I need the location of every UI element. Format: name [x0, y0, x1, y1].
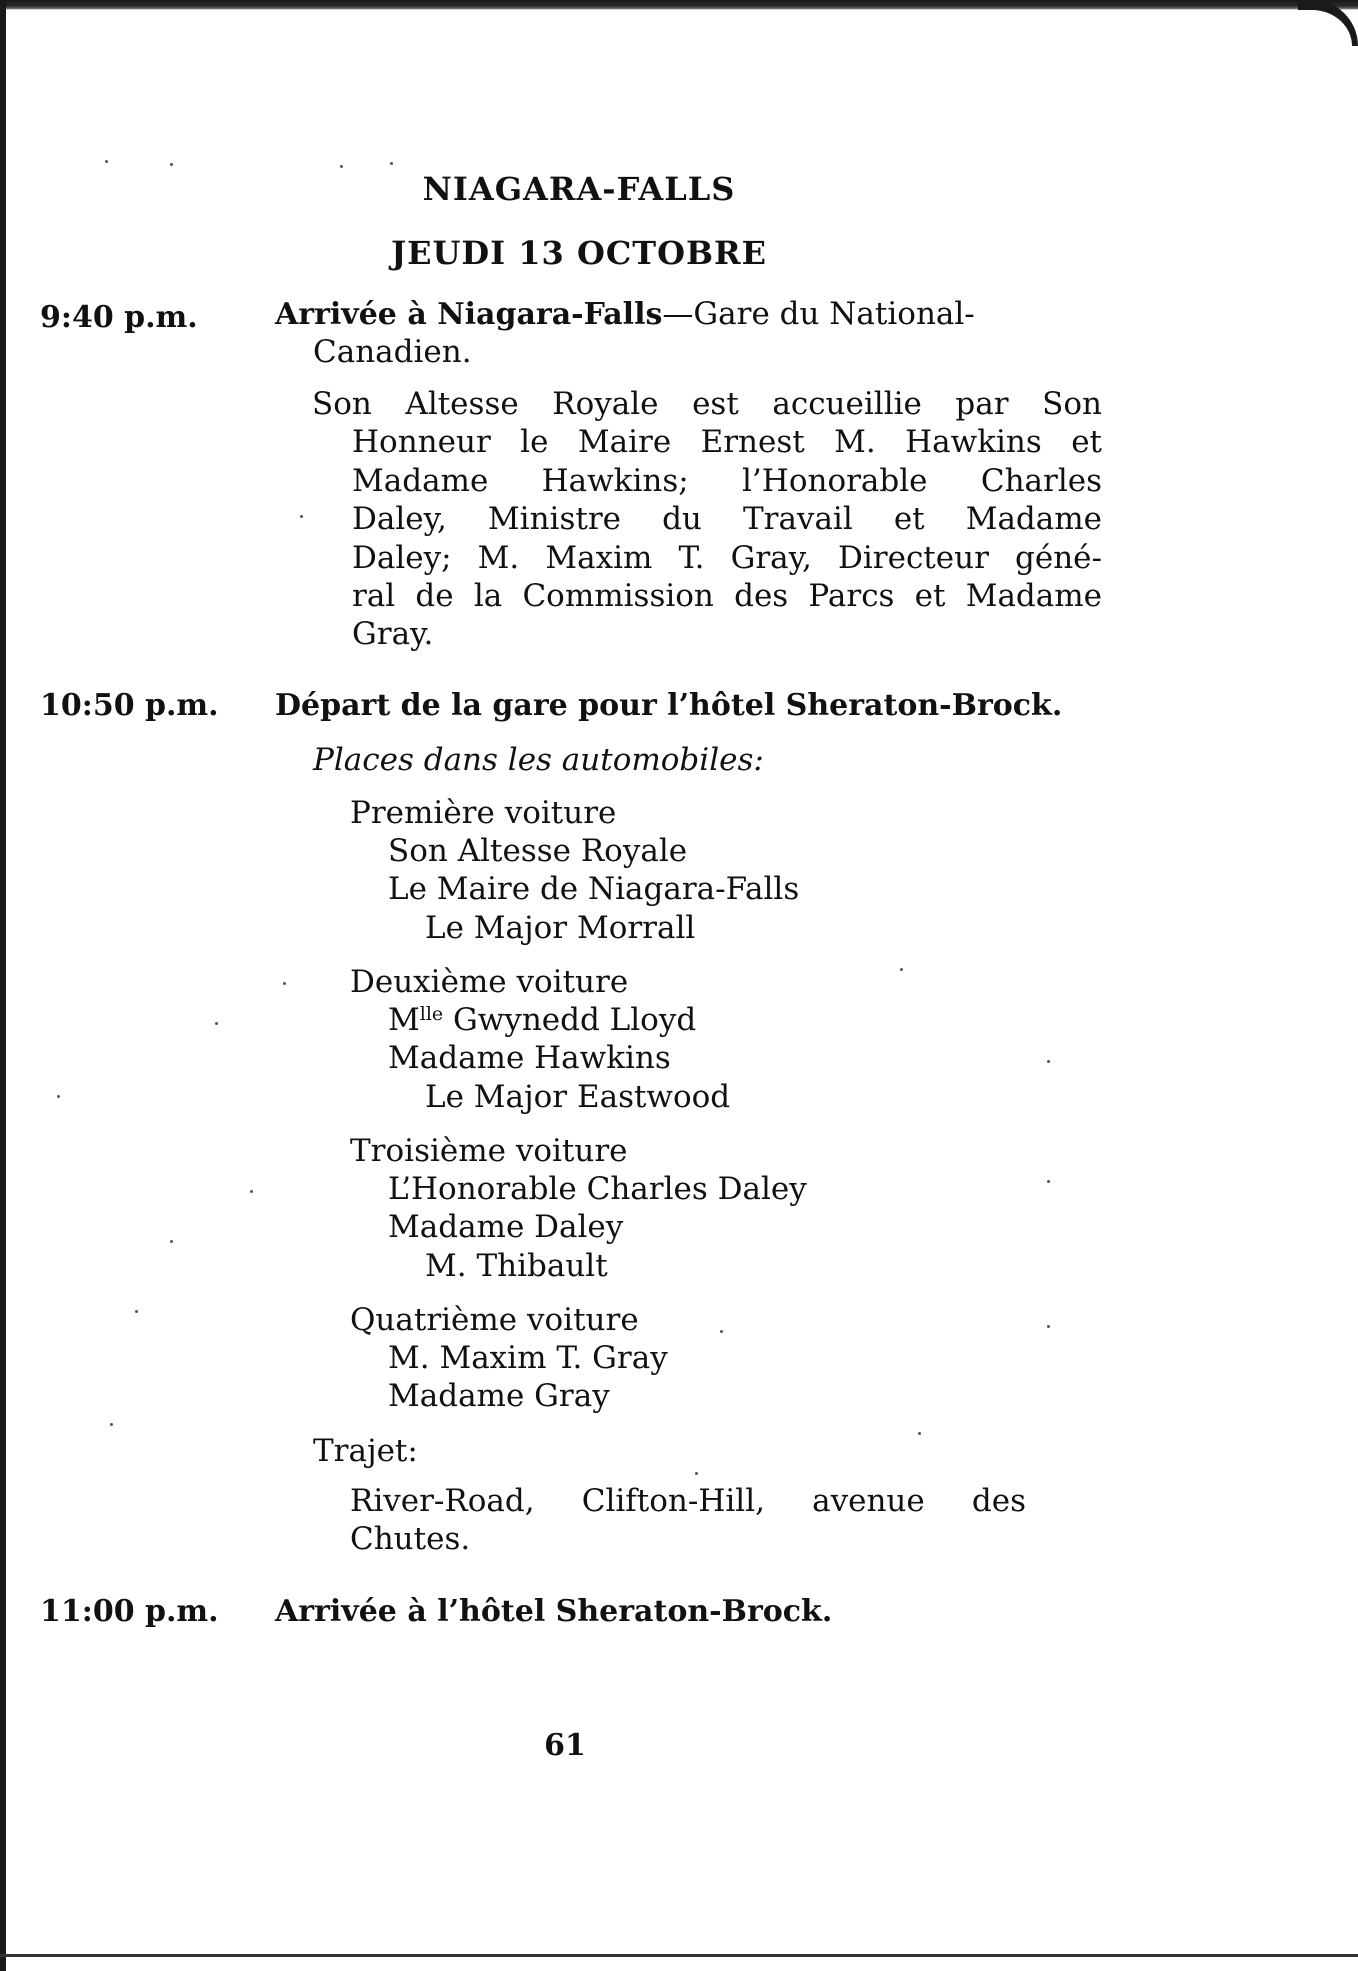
scan-speck [720, 1330, 723, 1333]
entry-paragraph-line: Gray. [352, 616, 434, 652]
car-occupant: Madame Hawkins [388, 1040, 671, 1076]
place-heading: NIAGARA-FALLS [422, 170, 736, 208]
car-label: Deuxième voiture [350, 964, 629, 1000]
entry-time: 11:00 p.m. [40, 1594, 219, 1629]
scan-speck [1047, 1180, 1050, 1183]
scan-speck [250, 1190, 253, 1193]
scan-speck [105, 160, 108, 163]
car-aide: Le Major Eastwood [425, 1079, 731, 1115]
car-occupant: Son Altesse Royale [388, 833, 688, 869]
places-label: Places dans les automobiles: [313, 742, 764, 778]
scan-speck [900, 968, 903, 971]
scan-speck [215, 1022, 218, 1025]
scan-speck [390, 162, 393, 165]
scan-speck [283, 982, 286, 985]
car-occupant: $M^{lle}$ Gwynedd Lloyd [388, 1002, 697, 1038]
scan-speck [300, 515, 303, 518]
car-occupant: Madame Gray [388, 1378, 610, 1414]
scan-speck [1047, 1060, 1050, 1063]
entry-paragraph-line: Son Altesse Royale est accueillie par Son [312, 386, 1102, 422]
scan-speck [170, 163, 173, 166]
car-aide: M. Thibault [425, 1248, 608, 1284]
entry-title-bold: Arrivée à Niagara-Falls—Gare du National- [275, 296, 975, 332]
car-label: Première voiture [350, 795, 617, 831]
page-number: 61 [544, 1728, 586, 1763]
scan-speck [170, 1240, 173, 1243]
entry-title [275, 296, 1105, 332]
scan-speck [340, 165, 343, 168]
car-occupant: Le Maire de Niagara-Falls [388, 871, 800, 907]
car-occupant: L’Honorable Charles Daley [388, 1171, 807, 1207]
entry-title: Arrivée à l’hôtel Sheraton-Brock. [275, 1594, 833, 1629]
scan-speck [57, 1095, 60, 1098]
scan-speck [135, 1310, 138, 1313]
route-label: Trajet: [313, 1433, 418, 1469]
car-label: Quatrième voiture [350, 1302, 639, 1338]
scan-speck [1047, 1325, 1050, 1328]
entry-time: 9:40 p.m. [40, 300, 198, 335]
scan-speck [918, 1432, 921, 1435]
car-aide: Le Major Morrall [425, 910, 696, 946]
route-line: Chutes. [350, 1521, 471, 1557]
entry-title-continuation: Canadien. [313, 334, 472, 370]
entry-paragraph-line: ral de la Commission des Parcs et Madame [352, 578, 1102, 614]
car-occupant: Madame Daley [388, 1209, 624, 1245]
scan-speck [695, 1472, 698, 1475]
entry-paragraph-line: Madame Hawkins; l’Honorable Charles [352, 463, 1102, 499]
entry-paragraph-line: Daley, Ministre du Travail et Madame [352, 501, 1102, 537]
page-top-edge [0, 0, 1358, 10]
entry-time: 10:50 p.m. [40, 688, 219, 723]
page-bottom-edge [0, 1954, 1358, 1957]
date-heading: JEUDI 13 OCTOBRE [390, 234, 768, 272]
route-line: River-Road, Clifton-Hill, avenue des [350, 1483, 1026, 1519]
car-occupant: M. Maxim T. Gray [388, 1340, 668, 1376]
entry-paragraph-line: Honneur le Maire Ernest M. Hawkins et [352, 424, 1102, 460]
entry-paragraph-line: Daley; M. Maxim T. Gray, Directeur géné- [352, 540, 1102, 576]
entry-title: Départ de la gare pour l’hôtel Sheraton-Brock. [275, 688, 1063, 723]
page-left-edge [0, 0, 6, 1971]
scan-speck [110, 1423, 113, 1426]
car-label: Troisième voiture [350, 1133, 628, 1169]
